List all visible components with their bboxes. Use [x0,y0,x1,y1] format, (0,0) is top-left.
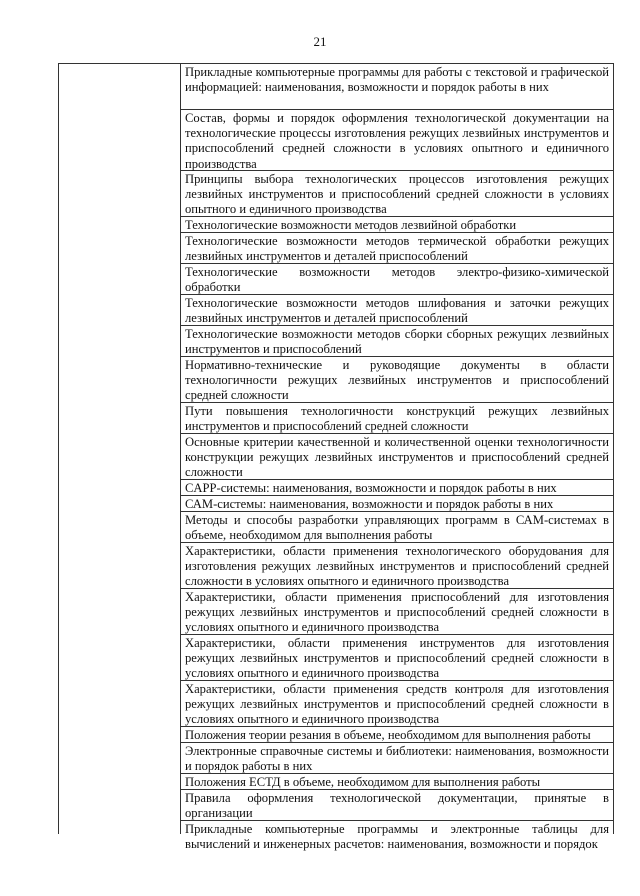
table-row: Характеристики, области применения инструментов для изготовления режущих лезвийных инструментов и приспособлений средней сложности в условиях опытного и единичного производства [181,635,613,681]
page-number: 21 [313,34,327,49]
table-row: Прикладные компьютерные программы и электронные таблицы для вычислений и инженерных расчетов: наименования, возможности и порядок [185,822,609,852]
table-row: CAPP-системы: наименования, возможности и порядок работы в них [181,480,613,496]
table-row: Принципы выбора технологических процессов изготовления режущих лезвийных инструментов и приспособлений средней сложности в условиях опытного и единичного производства [181,171,613,217]
table-row: Технологические возможности методов электро-физико-химической обработки [181,264,613,295]
knowledge-table [58,63,614,852]
table-row: Основные критерии качественной и количественной оценки технологичности конструкции режущих лезвийных инструментов и приспособлений средней сложности [181,434,613,480]
table-row: Методы и способы разработки управляющих программ в САМ-системах в объеме, необходимом для выполнения работы [181,512,613,543]
table-row: Технологические возможности методов шлифования и заточки режущих лезвийных инструментов и деталей приспособлений [181,295,613,326]
table-rows [181,64,613,861]
table-row: Правила оформления технологической документации, принятые в организации [181,790,613,821]
table-row: Прикладные компьютерные программы для работы с текстовой и графической информацией: наименования, возможности и порядок работы в них [181,64,613,110]
table-row: Электронные справочные системы и библиотеки: наименования, возможности и порядок работы в них [181,743,613,774]
table-row: САМ-системы: наименования, возможности и порядок работы в них [181,496,613,512]
table-row: Положения ЕСТД в объеме, необходимом для выполнения работы [181,774,613,790]
table-row: Положения теории резания в объеме, необходимом для выполнения работы [181,727,613,743]
table-row: Характеристики, области применения приспособлений для изготовления режущих лезвийных инструментов и приспособлений средней сложности в условиях опытного и единичного производства [181,589,613,635]
table-row: Нормативно-технические и руководящие документы в области технологичности режущих лезвийных инструментов и приспособлений средней сложности [181,357,613,403]
table-row: Характеристики, области применения средств контроля для изготовления режущих лезвийных инструментов и приспособлений средней сложности в условиях опытного и единичного производства [181,681,613,727]
table-row: Технологические возможности методов сборки сборных режущих лезвийных инструментов и приспособлений [181,326,613,357]
table-row: Состав, формы и порядок оформления технологической документации на технологические процессы изготовления режущих лезвийных инструментов и приспособлений средней сложности в условиях опытного и единичного производства [181,110,613,171]
table-row: Пути повышения технологичности конструкций режущих лезвийных инструментов и приспособлений средней сложности [181,403,613,434]
table-row: Характеристики, области применения технологического оборудования для изготовления режущих лезвийных инструментов и приспособлений средней сложности в условиях опытного и единичного производства [181,543,613,589]
table-row: Технологические возможности методов лезвийной обработки [181,217,613,233]
table-left-column [59,64,181,834]
table-row: Технологические возможности методов термической обработки режущих лезвийных инструментов и деталей приспособлений [181,233,613,264]
